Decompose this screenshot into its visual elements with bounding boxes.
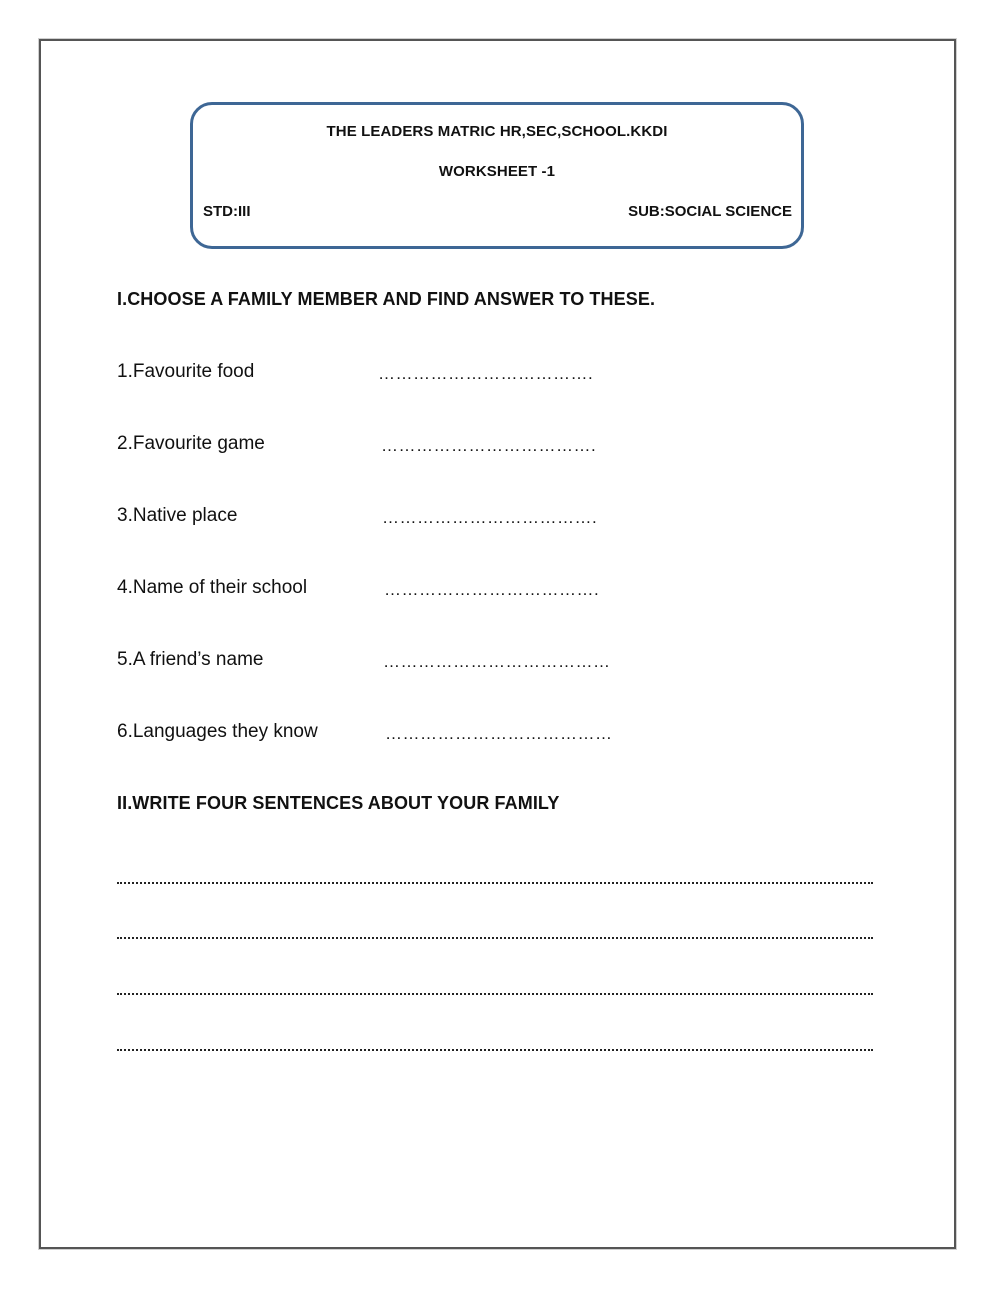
question-3-label: 3.Native place <box>117 505 238 526</box>
section-1-title: I.CHOOSE A FAMILY MEMBER AND FIND ANSWER TO THESE. <box>117 289 656 309</box>
question-5-answer-blank[interactable]: ………………………………… <box>383 652 611 671</box>
question-6-answer-blank[interactable]: ………………………………… <box>385 724 613 743</box>
question-2-answer-blank[interactable]: ………………………………. <box>381 436 597 455</box>
question-6-label: 6.Languages they know <box>117 721 318 742</box>
standard-label: STD:III <box>203 203 251 220</box>
question-5-label: 5.A friend’s name <box>117 649 264 670</box>
question-1-label: 1.Favourite food <box>117 361 255 382</box>
subject-label: SUB:SOCIAL SCIENCE <box>628 203 792 220</box>
worksheet-header <box>190 102 804 249</box>
writing-line-4[interactable] <box>117 1049 873 1051</box>
writing-line-2[interactable] <box>117 937 873 939</box>
question-4-label: 4.Name of their school <box>117 577 308 598</box>
question-4-answer-blank[interactable]: ………………………………. <box>384 580 600 599</box>
question-1-answer-blank[interactable]: ………………………………. <box>378 364 594 383</box>
question-2-label: 2.Favourite game <box>117 433 265 454</box>
section-2-title: II.WRITE FOUR SENTENCES ABOUT YOUR FAMILY <box>117 793 560 813</box>
school-name: THE LEADERS MATRIC HR,SEC,SCHOOL.KKDI <box>326 123 668 140</box>
writing-line-1[interactable] <box>117 882 873 884</box>
question-3-answer-blank[interactable]: ………………………………. <box>382 508 598 527</box>
writing-line-3[interactable] <box>117 993 873 995</box>
worksheet-title: WORKSHEET -1 <box>438 163 556 180</box>
